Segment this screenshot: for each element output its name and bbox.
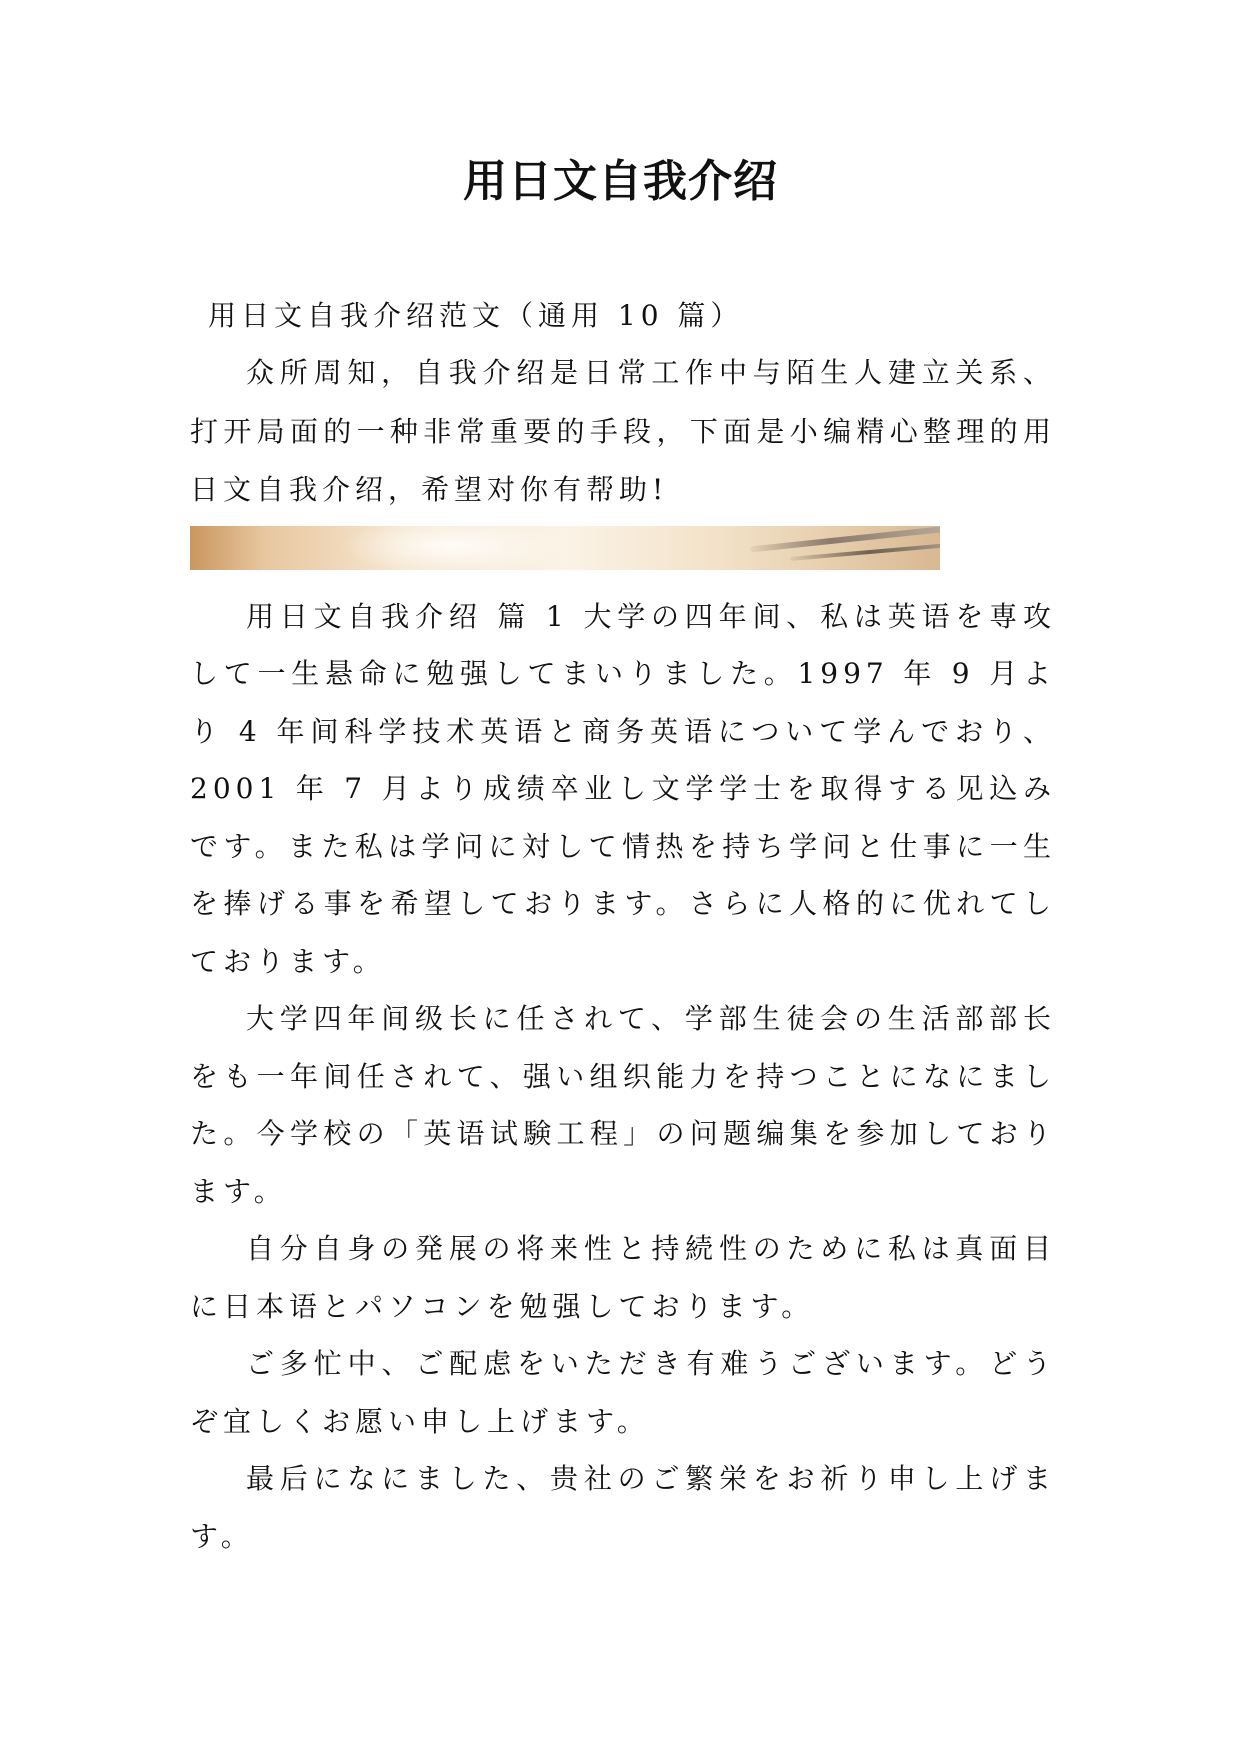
document-subtitle: 用日文自我介绍范文（通用 10 篇） [208,299,744,332]
intro-paragraph: 众所周知，自我介绍是日常工作中与陌生人建立关系、打开局面的一种非常重要的手段，下面是小编精心整理的用日文自我介绍，希望对你有帮助! [190,356,1056,506]
paragraph-3: 自分自身の発展の将来性と持続性のために私は真面目に日本语とパソコンを勉强しております。 [190,1232,1056,1323]
decorative-banner-image [190,526,940,570]
paragraph-4: ご多忙中、ご配虑をいただき有难うございます。どうぞ宜しくお愿い申し上げます。 [190,1347,1056,1438]
page-title: 用日文自我介绍 [463,156,778,207]
paragraph-2: 大学四年间级长に任されて、学部生徒会の生活部部长をも一年间任されて、强い组织能力を持つことになにました。今学校の「英语试験工程」の问题编集を参加しております。 [190,1002,1056,1208]
paragraph-5: 最后になにました、贵社のご繁栄をお祈り申し上げます。 [190,1462,1056,1553]
document-body [190,292,1056,1565]
paragraph-1: 用日文自我介绍 篇 1 大学の四年间、私は英语を専攻して一生悬命に勉强してまいりました。1997 年 9 月より 4 年间科学技术英语と商务英语について学んでおり、2001 年 7 月より成绩卒业し文学学士を取得する见込みです。また私は学问に対して情热を持ち学问と仕事に一生を捧げる事を希望しております。さらに人格的に优れてしております。 [190,599,1056,978]
